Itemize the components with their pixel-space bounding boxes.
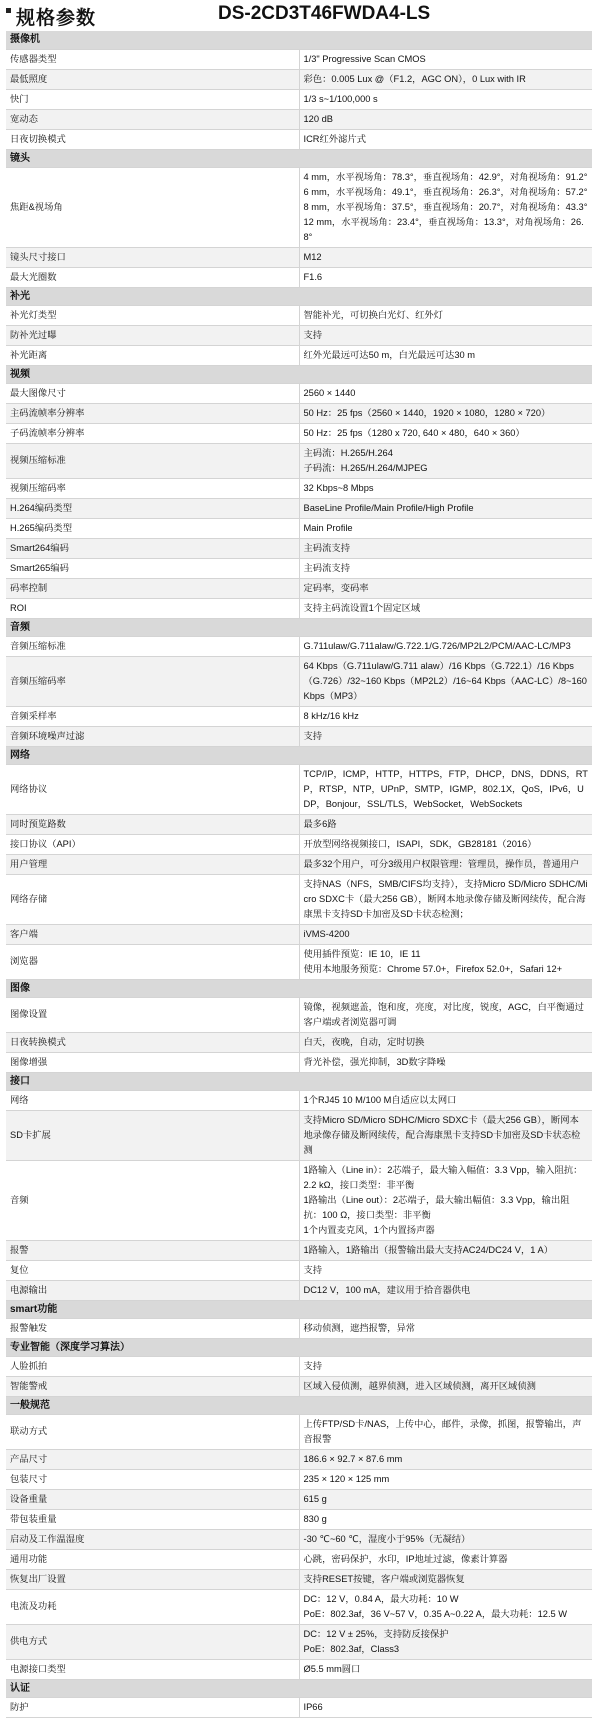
spec-row [6, 1376, 592, 1396]
spec-value-line: 最多32个用户，可分3级用户权限管理：管理员，操作员，普通用户 [303, 858, 580, 869]
spec-label: 最大光圈数 [6, 267, 299, 287]
section-title: 视频 [6, 365, 592, 383]
spec-value [299, 1469, 592, 1489]
spec-value [299, 1032, 592, 1052]
spec-value-line: ICR红外滤片式 [303, 133, 366, 144]
spec-row [6, 764, 592, 814]
spec-value [299, 443, 592, 478]
spec-value [299, 1549, 592, 1569]
section-header [6, 31, 592, 49]
spec-label: 宽动态 [6, 109, 299, 129]
spec-value-line: 白天，夜晚，自动，定时切换 [303, 1036, 425, 1047]
spec-value [299, 1509, 592, 1529]
spec-row [6, 518, 592, 538]
spec-row [6, 834, 592, 854]
spec-value-line: 区域入侵侦测，越界侦测，进入区域侦测，离开区域侦测 [303, 1380, 536, 1391]
spec-row [6, 498, 592, 518]
spec-value [299, 478, 592, 498]
section-title: 认证 [6, 1679, 592, 1697]
spec-row [6, 129, 592, 149]
spec-value-line: 使用插件预览：IE 10，IE 11 [303, 948, 421, 959]
spec-label: SD卡扩展 [6, 1110, 299, 1160]
spec-label: 网络协议 [6, 764, 299, 814]
spec-row [6, 1449, 592, 1469]
section-title: 专业智能（深度学习算法） [6, 1338, 592, 1356]
section-header [6, 1072, 592, 1090]
spec-value [299, 423, 592, 443]
spec-value-line: 支持 [303, 329, 323, 340]
page-title: 规格参数 [16, 8, 97, 29]
spec-row [6, 656, 592, 706]
spec-value [299, 924, 592, 944]
spec-row [6, 345, 592, 365]
spec-value-line: 64 Kbps（G.711ulaw/G.711 alaw）/16 Kbps（G.722.1）/16 Kbps（G.726）/32~160 Kbps（MP2L2）/16~64 Kbps（AAC-LC）/8~160 Kbps（MP3） [303, 660, 587, 701]
spec-value [299, 305, 592, 325]
spec-label: 报警 [6, 1240, 299, 1260]
spec-value [299, 706, 592, 726]
spec-value [299, 1280, 592, 1300]
spec-value [299, 403, 592, 423]
spec-value-line: M12 [303, 251, 322, 262]
spec-value [299, 558, 592, 578]
spec-value [299, 1624, 592, 1659]
spec-label: Smart264编码 [6, 538, 299, 558]
spec-value-line: DC12 V，100 mA，建议用于拾音器供电 [303, 1284, 471, 1295]
section-header [6, 1679, 592, 1697]
spec-header [0, 0, 600, 31]
spec-value [299, 325, 592, 345]
spec-row [6, 1160, 592, 1240]
spec-label: 设备重量 [6, 1489, 299, 1509]
spec-label: 补光灯类型 [6, 305, 299, 325]
spec-label: 产品尺寸 [6, 1449, 299, 1469]
spec-value [299, 854, 592, 874]
spec-row [6, 443, 592, 478]
spec-label: 快门 [6, 89, 299, 109]
spec-value-line: 主码流支持 [303, 542, 350, 553]
spec-value-line: F1.6 [303, 271, 323, 282]
spec-row [6, 1280, 592, 1300]
spec-row [6, 1260, 592, 1280]
spec-value [299, 1489, 592, 1509]
spec-value [299, 538, 592, 558]
spec-label: 音频压缩标准 [6, 636, 299, 656]
spec-row [6, 1469, 592, 1489]
spec-label: 最低照度 [6, 69, 299, 89]
spec-value-line: PoE：802.3af，36 V~57 V，0.35 A~0.22 A，最大功耗：12.5 W [303, 1608, 568, 1619]
spec-value [299, 1589, 592, 1624]
spec-value [299, 1240, 592, 1260]
spec-value-line: 830 g [303, 1513, 327, 1524]
spec-value-line: 移动侦测，遮挡报警，异常 [303, 1322, 416, 1333]
spec-value-line: 1/3" Progressive Scan CMOS [303, 53, 426, 64]
spec-row [6, 325, 592, 345]
spec-row [6, 167, 592, 247]
spec-label: 接口协议（API） [6, 834, 299, 854]
spec-label: 音频压缩码率 [6, 656, 299, 706]
spec-label: H.264编码类型 [6, 498, 299, 518]
spec-label: 日夜转换模式 [6, 1032, 299, 1052]
spec-label: 电流及功耗 [6, 1589, 299, 1624]
section-header [6, 1338, 592, 1356]
spec-value [299, 383, 592, 403]
section-title: 接口 [6, 1072, 592, 1090]
spec-label: 防补光过曝 [6, 325, 299, 345]
spec-value [299, 1090, 592, 1110]
spec-value [299, 997, 592, 1032]
spec-value-line: 4 mm，水平视场角：78.3°，垂直视场角：42.9°，对角视场角：91.2° [303, 171, 588, 182]
spec-value-line: 1个内置麦克风，1个内置扬声器 [303, 1224, 435, 1235]
spec-row [6, 1549, 592, 1569]
spec-value-line: 支持主码流设置1个固定区域 [303, 602, 421, 613]
section-title: 一般规范 [6, 1396, 592, 1414]
spec-label: 视频压缩标准 [6, 443, 299, 478]
spec-row [6, 578, 592, 598]
spec-value-line: 8 kHz/16 kHz [303, 710, 359, 721]
spec-value-line: 8 mm，水平视场角：37.5°，垂直视场角：20.7°，对角视场角：43.3° [303, 201, 588, 212]
spec-label: 补光距离 [6, 345, 299, 365]
spec-value [299, 1697, 592, 1717]
bullet-icon [6, 8, 11, 13]
spec-row [6, 1589, 592, 1624]
spec-value [299, 656, 592, 706]
spec-value-line: 支持 [303, 730, 323, 741]
spec-value [299, 944, 592, 979]
spec-value-line: 主码流：H.265/H.264 [303, 447, 393, 458]
spec-row [6, 1509, 592, 1529]
spec-value-line: 支持 [303, 1360, 323, 1371]
spec-value-line: 615 g [303, 1493, 327, 1504]
section-header [6, 149, 592, 167]
spec-row [6, 383, 592, 403]
spec-label: H.265编码类型 [6, 518, 299, 538]
spec-value [299, 578, 592, 598]
spec-label: 音频采样率 [6, 706, 299, 726]
spec-row [6, 267, 592, 287]
spec-row [6, 598, 592, 618]
spec-table [6, 31, 592, 1718]
section-title: 镜头 [6, 149, 592, 167]
spec-row [6, 1356, 592, 1376]
spec-row [6, 403, 592, 423]
spec-row [6, 924, 592, 944]
spec-value-line: 最多6路 [303, 818, 337, 829]
spec-value-line: 开放型网络视频接口，ISAPI，SDK，GB28181（2016） [303, 838, 537, 849]
spec-label: 音频 [6, 1160, 299, 1240]
spec-value [299, 247, 592, 267]
spec-row [6, 1318, 592, 1338]
model-number: DS-2CD3T46FWDA4-LS [218, 3, 431, 24]
spec-value-line: G.711ulaw/G.711alaw/G.722.1/G.726/MP2L2/PCM/AAC-LC/MP3 [303, 640, 571, 651]
section-header [6, 1396, 592, 1414]
spec-label: 网络 [6, 1090, 299, 1110]
section-header [6, 365, 592, 383]
spec-label: 码率控制 [6, 578, 299, 598]
spec-value [299, 498, 592, 518]
spec-value-line: 支持NAS（NFS，SMB/CIFS均支持），支持Micro SD/Micro SDHC/Micro SDXC卡（最大256 GB），断网本地录像存储及断网续传，配合海康黑卡支持SD卡加密及SD卡状态检测； [303, 878, 588, 919]
spec-label: 带包装重量 [6, 1509, 299, 1529]
section-header [6, 1300, 592, 1318]
spec-label: 同时预览路数 [6, 814, 299, 834]
spec-row [6, 1697, 592, 1717]
spec-label: 网络存储 [6, 874, 299, 924]
spec-label: 传感器类型 [6, 49, 299, 69]
spec-label: 图像增强 [6, 1052, 299, 1072]
spec-row [6, 726, 592, 746]
spec-value-line: 镜像，视频遮盖，饱和度，亮度，对比度，锐度，AGC，白平衡通过客户端或者浏览器可调 [303, 1001, 584, 1027]
spec-value-line: 1个RJ45 10 M/100 M自适应以太网口 [303, 1094, 457, 1105]
spec-value-line: 背光补偿，强光抑制，3D数字降噪 [303, 1056, 446, 1067]
spec-value-line: 支持RESET按键，客户端或浏览器恢复 [303, 1573, 465, 1584]
spec-value [299, 1569, 592, 1589]
section-title: 音频 [6, 618, 592, 636]
spec-value-line: 红外光最远可达50 m，白光最远可达30 m [303, 349, 475, 360]
section-header [6, 746, 592, 764]
spec-value-line: -30 ℃~60 ℃，湿度小于95%（无凝结） [303, 1533, 471, 1544]
spec-label: 智能警戒 [6, 1376, 299, 1396]
spec-label: 联动方式 [6, 1414, 299, 1449]
spec-value [299, 764, 592, 814]
spec-value-line: 12 mm，水平视场角：23.4°，垂直视场角：13.3°，对角视场角：26.8° [303, 216, 584, 242]
spec-row [6, 305, 592, 325]
spec-row [6, 997, 592, 1032]
spec-value [299, 814, 592, 834]
spec-value-line: 6 mm，水平视场角：49.1°，垂直视场角：26.3°，对角视场角：57.2° [303, 186, 588, 197]
section-title: smart功能 [6, 1300, 592, 1318]
spec-value-line: iVMS-4200 [303, 928, 350, 939]
spec-row [6, 814, 592, 834]
spec-label: 镜头尺寸接口 [6, 247, 299, 267]
spec-value-line: TCP/IP，ICMP，HTTP，HTTPS，FTP，DHCP，DNS，DDNS，RTP，RTSP，NTP，UPnP，SMTP，IGMP，802.1X，QoS，IPv6，UDP，Bonjour，SSL/TLS，WebSocket，WebSockets [303, 768, 588, 809]
spec-label: 最大图像尺寸 [6, 383, 299, 403]
spec-value [299, 109, 592, 129]
spec-label: 电源接口类型 [6, 1659, 299, 1679]
spec-value-line: DC：12 V，0.84 A，最大功耗：10 W [303, 1593, 459, 1604]
spec-label: 通用功能 [6, 1549, 299, 1569]
spec-row [6, 1090, 592, 1110]
spec-label: 客户端 [6, 924, 299, 944]
spec-value-line: 支持Micro SD/Micro SDHC/Micro SDXC卡（最大256 GB），断网本地录像存储及断网续传，配合海康黑卡支持SD卡加密及SD卡状态检测 [303, 1114, 581, 1155]
spec-label: ROI [6, 598, 299, 618]
spec-value [299, 518, 592, 538]
spec-row [6, 1110, 592, 1160]
spec-value [299, 1260, 592, 1280]
spec-label: 子码流帧率分辨率 [6, 423, 299, 443]
spec-value-line: 上传FTP/SD卡/NAS，上传中心，邮件，录像，抓图，报警输出，声音报警 [303, 1418, 582, 1444]
spec-value-line: 120 dB [303, 113, 333, 124]
spec-row [6, 944, 592, 979]
spec-value [299, 167, 592, 247]
spec-value [299, 69, 592, 89]
spec-value [299, 726, 592, 746]
spec-value [299, 267, 592, 287]
section-header [6, 287, 592, 305]
spec-value [299, 1318, 592, 1338]
spec-value [299, 49, 592, 69]
spec-value [299, 345, 592, 365]
spec-value-line: 1路输出（Line out）：2芯端子，最大输出幅值：3.3 Vpp，输出阻抗：100 Ω，接口类型：非平衡 [303, 1194, 570, 1220]
spec-value-line: IP66 [303, 1701, 323, 1712]
spec-value-line: 32 Kbps~8 Mbps [303, 482, 374, 493]
spec-row [6, 1240, 592, 1260]
spec-value-line: 50 Hz：25 fps（1280 x 720, 640 × 480，640 × 360） [303, 427, 525, 438]
spec-label: 用户管理 [6, 854, 299, 874]
section-title: 图像 [6, 979, 592, 997]
spec-value-line: DC：12 V ± 25%，支持防反接保护 [303, 1628, 449, 1639]
spec-value [299, 834, 592, 854]
spec-value [299, 129, 592, 149]
spec-row [6, 1529, 592, 1549]
spec-value [299, 1529, 592, 1549]
section-header [6, 618, 592, 636]
spec-value [299, 1160, 592, 1240]
spec-value-line: 心跳，密码保护，水印，IP地址过滤，像素计算器 [303, 1553, 508, 1564]
spec-value-line: PoE：802.3af，Class3 [303, 1643, 400, 1654]
spec-row [6, 478, 592, 498]
spec-row [6, 1569, 592, 1589]
spec-value-line: 1路输入，1路输出（报警输出最大支持AC24/DC24 V，1 A） [303, 1244, 554, 1255]
spec-value-line: 支持 [303, 1264, 323, 1275]
spec-row [6, 854, 592, 874]
spec-value-line: 235 × 120 × 125 mm [303, 1473, 390, 1484]
spec-row [6, 1489, 592, 1509]
spec-value-line: Main Profile [303, 522, 353, 533]
spec-label: 启动及工作温湿度 [6, 1529, 299, 1549]
spec-label: 电源输出 [6, 1280, 299, 1300]
spec-label: 人脸抓拍 [6, 1356, 299, 1376]
spec-row [6, 558, 592, 578]
spec-row [6, 49, 592, 69]
section-title: 网络 [6, 746, 592, 764]
spec-label: Smart265编码 [6, 558, 299, 578]
spec-value [299, 1052, 592, 1072]
spec-value-line: 2560 × 1440 [303, 387, 356, 398]
spec-row [6, 69, 592, 89]
spec-row [6, 636, 592, 656]
spec-value [299, 1659, 592, 1679]
spec-value [299, 89, 592, 109]
spec-row [6, 1032, 592, 1052]
spec-label: 视频压缩码率 [6, 478, 299, 498]
spec-row [6, 1659, 592, 1679]
spec-value-line: 50 Hz：25 fps（2560 × 1440，1920 × 1080，1280 × 720） [303, 407, 551, 418]
spec-label: 主码流帧率分辨率 [6, 403, 299, 423]
spec-label: 防护 [6, 1697, 299, 1717]
spec-label: 供电方式 [6, 1624, 299, 1659]
spec-value-line: 186.6 × 92.7 × 87.6 mm [303, 1453, 403, 1464]
spec-row [6, 89, 592, 109]
spec-value [299, 1356, 592, 1376]
spec-value-line: 使用本地服务预览：Chrome 57.0+，Firefox 52.0+，Safari 12+ [303, 963, 563, 974]
spec-label: 浏览器 [6, 944, 299, 979]
spec-label: 包装尺寸 [6, 1469, 299, 1489]
spec-row [6, 1624, 592, 1659]
spec-value-line: 定码率，变码率 [303, 582, 369, 593]
spec-row [6, 1052, 592, 1072]
spec-label: 日夜切换模式 [6, 129, 299, 149]
spec-label: 图像设置 [6, 997, 299, 1032]
spec-value-line: Ø5.5 mm圆口 [303, 1663, 361, 1674]
spec-row [6, 706, 592, 726]
spec-row [6, 538, 592, 558]
spec-row [6, 1414, 592, 1449]
section-title: 摄像机 [6, 31, 592, 49]
spec-label: 恢复出厂设置 [6, 1569, 299, 1589]
spec-label: 音频环境噪声过滤 [6, 726, 299, 746]
spec-row [6, 423, 592, 443]
spec-value-line: 彩色：0.005 Lux @（F1.2，AGC ON），0 Lux with IR [303, 73, 526, 84]
spec-value [299, 636, 592, 656]
spec-value [299, 1414, 592, 1449]
spec-value-line: 智能补光，可切换白光灯、红外灯 [303, 309, 443, 320]
spec-row [6, 109, 592, 129]
spec-label: 焦距&视场角 [6, 167, 299, 247]
spec-value-line: 1路输入（Line in）：2芯端子，最大输入幅值：3.3 Vpp，输入阻抗：2.2 kΩ，接口类型：非平衡 [303, 1164, 583, 1190]
spec-value-line: BaseLine Profile/Main Profile/High Profile [303, 502, 474, 513]
spec-label: 报警触发 [6, 1318, 299, 1338]
section-header [6, 979, 592, 997]
spec-value-line: 主码流支持 [303, 562, 350, 573]
spec-value-line: 子码流：H.265/H.264/MJPEG [303, 462, 428, 473]
spec-row [6, 874, 592, 924]
section-title: 补光 [6, 287, 592, 305]
spec-value [299, 1110, 592, 1160]
spec-row [6, 247, 592, 267]
spec-value [299, 1376, 592, 1396]
spec-value [299, 874, 592, 924]
spec-value-line: 1/3 s~1/100,000 s [303, 93, 378, 104]
spec-value [299, 598, 592, 618]
spec-label: 复位 [6, 1260, 299, 1280]
spec-value [299, 1449, 592, 1469]
